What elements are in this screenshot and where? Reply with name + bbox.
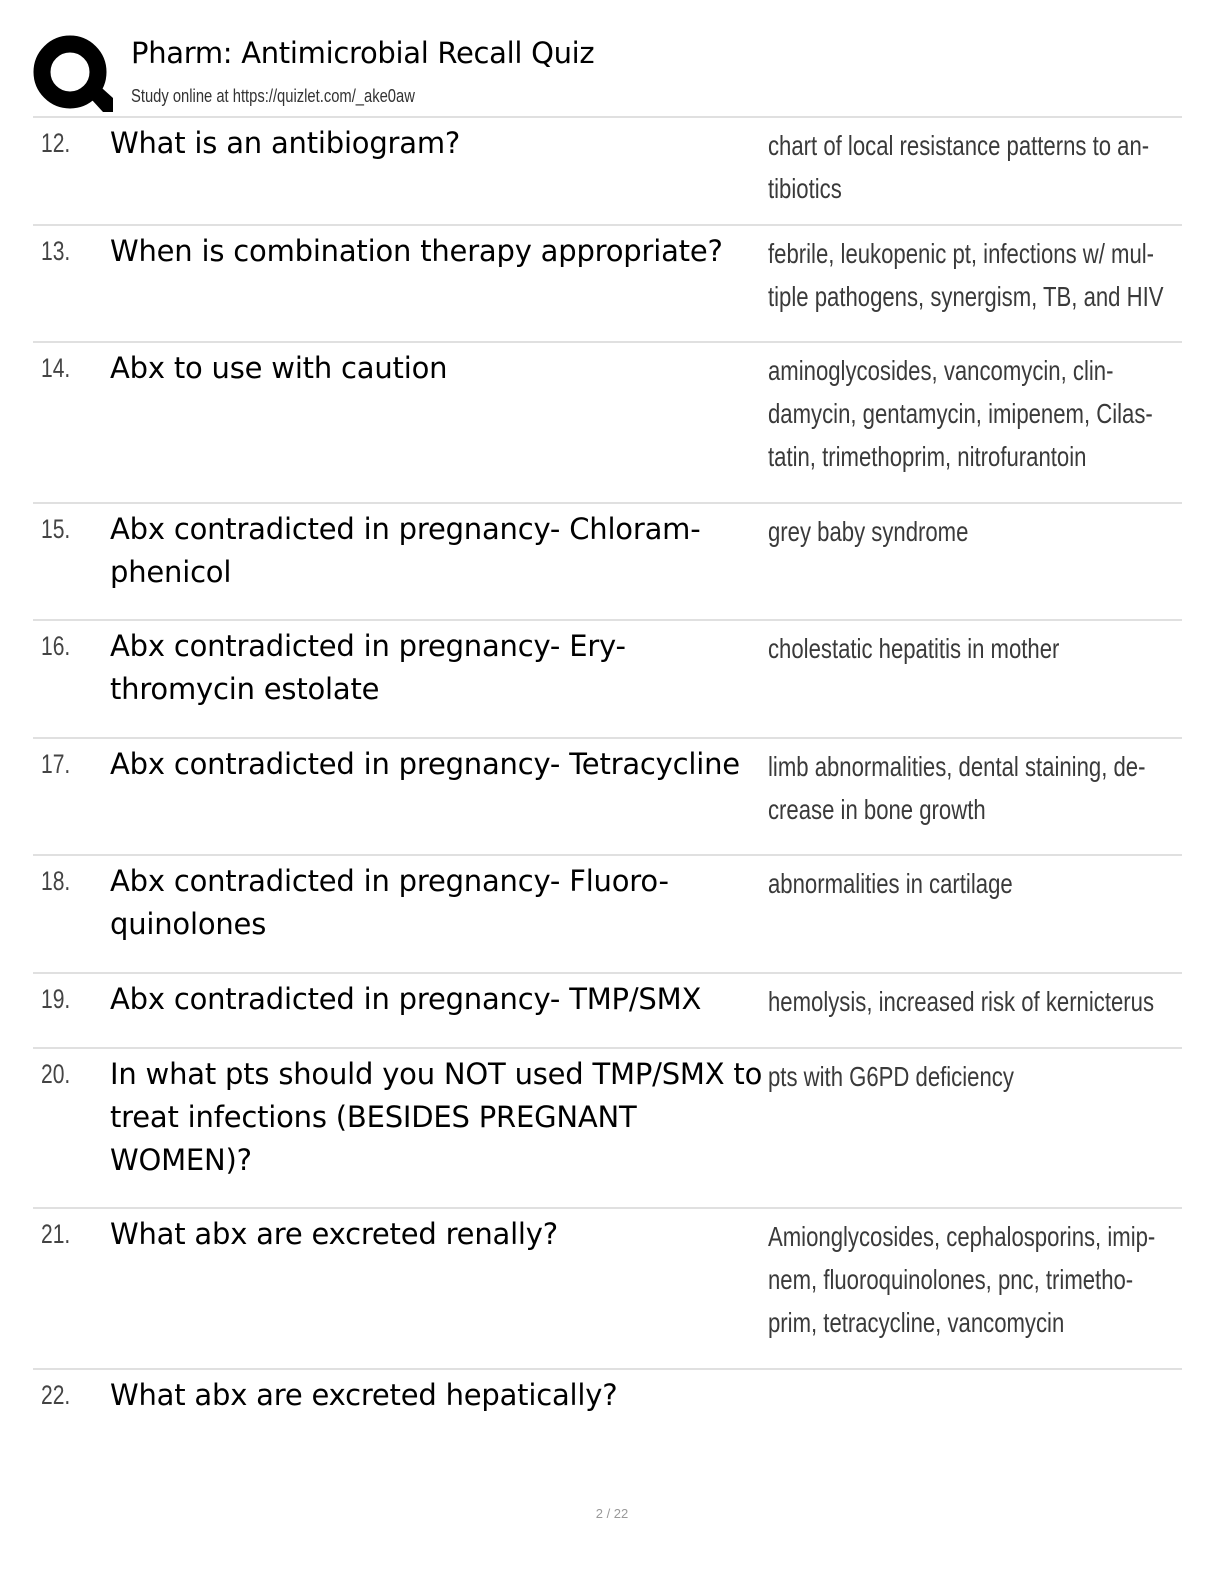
card-term: Abx contradicted in pregnancy- TMP/SMX bbox=[110, 982, 702, 1016]
card-number: 13. bbox=[41, 236, 71, 266]
flashcard-row bbox=[33, 343, 1182, 504]
card-term: What abx are excreted renally? bbox=[110, 1217, 558, 1251]
quizlet-logo-icon bbox=[33, 34, 113, 114]
card-number: 22. bbox=[41, 1380, 71, 1410]
card-term: In what pts should you NOT used TMP/SMX to treat infections (BESIDES PREGNANT WOMEN)? bbox=[110, 1057, 763, 1177]
card-term: Abx contradicted in pregnancy- Chloram-phenicol bbox=[110, 512, 701, 589]
card-term: Abx to use with caution bbox=[110, 351, 448, 385]
card-term: Abx contradicted in pregnancy- Ery-thromycin estolate bbox=[110, 629, 626, 706]
card-term: Abx contradicted in pregnancy- Fluoro-quinolones bbox=[110, 864, 669, 941]
card-definition: limb abnormalities, dental staining, de-crease in bone growth bbox=[768, 751, 1146, 825]
card-definition: abnormalities in cartilage bbox=[768, 868, 1013, 899]
card-term: What abx are excreted hepatically? bbox=[110, 1378, 618, 1412]
flashcard-row bbox=[33, 856, 1182, 974]
card-number: 21. bbox=[41, 1219, 71, 1249]
card-definition: pts with G6PD deficiency bbox=[768, 1061, 1014, 1092]
page-number: 2 / 22 bbox=[595, 1506, 629, 1521]
flashcard-row bbox=[33, 504, 1182, 621]
card-number: 17. bbox=[41, 749, 71, 779]
flashcard-list bbox=[33, 116, 1182, 1450]
card-term: What is an antibiogram? bbox=[110, 126, 461, 160]
card-definition: cholestatic hepatitis in mother bbox=[768, 633, 1060, 664]
page-title: Pharm: Antimicrobial Recall Quiz bbox=[131, 36, 595, 70]
flashcard-row bbox=[33, 1209, 1182, 1370]
card-number: 18. bbox=[41, 866, 71, 896]
card-number: 14. bbox=[41, 353, 71, 383]
flashcard-row bbox=[33, 621, 1182, 739]
page-header bbox=[33, 32, 1183, 112]
card-number: 12. bbox=[41, 128, 71, 158]
flashcard-row bbox=[33, 1370, 1182, 1450]
card-definition: grey baby syndrome bbox=[768, 516, 969, 547]
flashcard-row bbox=[33, 226, 1182, 343]
card-definition: Amionglycosides, cephalosporins, imip-nem, fluoroquinolones, pnc, trimetho-prim, tetracycline, vancomycin bbox=[768, 1221, 1156, 1338]
flashcard-row bbox=[33, 974, 1182, 1049]
card-definition: aminoglycosides, vancomycin, clin-damycin, gentamycin, imipenem, Cilas-tatin, trimethoprim, nitrofurantoin bbox=[768, 355, 1153, 472]
card-number: 20. bbox=[41, 1059, 71, 1089]
card-number: 19. bbox=[41, 984, 71, 1014]
card-definition: chart of local resistance patterns to an-tibiotics bbox=[768, 130, 1150, 204]
card-definition: febrile, leukopenic pt, infections w/ mul-tiple pathogens, synergism, TB, and HIV bbox=[768, 238, 1164, 312]
card-term: When is combination therapy appropriate? bbox=[110, 234, 723, 268]
card-number: 15. bbox=[41, 514, 71, 544]
study-online-link[interactable]: Study online at https://quizlet.com/_ake0aw bbox=[131, 86, 415, 106]
flashcard-row bbox=[33, 1049, 1182, 1209]
card-number: 16. bbox=[41, 631, 71, 661]
card-definition: hemolysis, increased risk of kernicterus bbox=[768, 986, 1155, 1017]
flashcard-row bbox=[33, 118, 1182, 226]
flashcard-row bbox=[33, 739, 1182, 856]
card-term: Abx contradicted in pregnancy- Tetracycline bbox=[110, 747, 740, 781]
